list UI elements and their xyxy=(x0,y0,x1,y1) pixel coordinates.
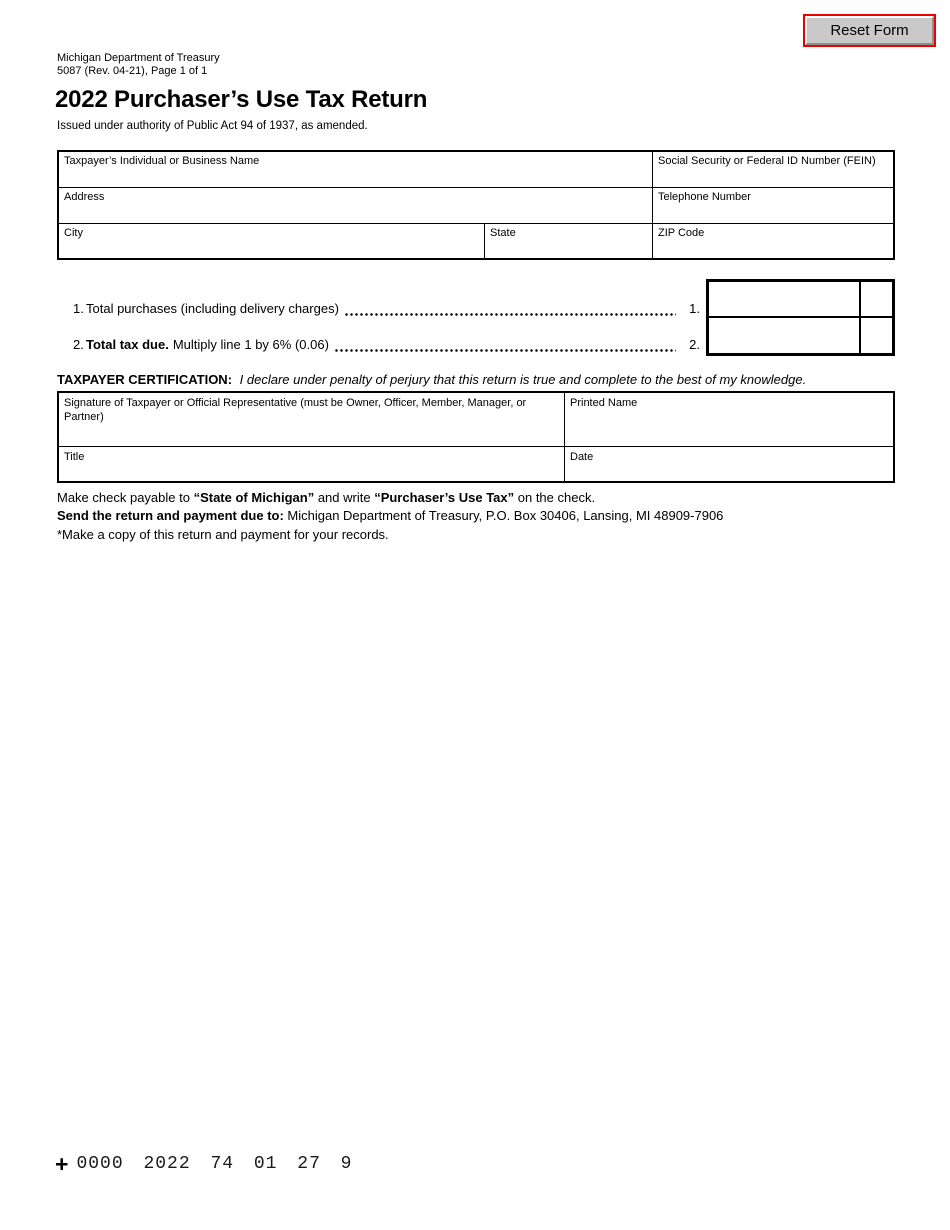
reset-form-button-face xyxy=(805,16,934,45)
taxpayer-name-label: Taxpayer’s Individual or Business Name xyxy=(64,155,260,167)
certification-heading: TAXPAYER CERTIFICATION: xyxy=(57,372,233,387)
check-mid: and write xyxy=(314,490,375,505)
check-memo: “Purchaser’s Use Tax” xyxy=(374,490,515,505)
plus-mark: + xyxy=(55,1151,69,1177)
line1-right-number: 1. xyxy=(689,301,700,316)
send-rest: Michigan Department of Treasury, P.O. Box 30406, Lansing, MI 48909-7906 xyxy=(283,508,724,523)
mailing-instructions xyxy=(57,508,723,523)
form-number: 5087 (Rev. 04-21), Page 1 of 1 xyxy=(57,65,208,77)
zip-field[interactable] xyxy=(652,223,893,258)
scanline-code: 0000 2022 74 01 27 9 xyxy=(76,1154,353,1174)
signature-field[interactable] xyxy=(59,393,564,446)
copy-note: *Make a copy of this return and payment for your records. xyxy=(57,527,389,542)
title-field[interactable] xyxy=(59,446,564,481)
taxpayer-name-field[interactable] xyxy=(59,152,652,187)
date-field[interactable] xyxy=(564,446,893,481)
line2-number: 2. xyxy=(73,337,84,352)
zip-label: ZIP Code xyxy=(658,227,705,239)
authority-line: Issued under authority of Public Act 94 of 1937, as amended. xyxy=(57,120,368,132)
ssn-fein-field[interactable] xyxy=(652,152,893,187)
certification-statement: I declare under penalty of perjury that this return is true and complete to the best of my knowledge. xyxy=(239,372,807,387)
certification-table xyxy=(57,391,895,483)
check-post: on the check. xyxy=(514,490,596,505)
line2-bold-text: Total tax due. xyxy=(86,337,169,352)
line2-right-number: 2. xyxy=(689,337,700,352)
taxpayer-info-table xyxy=(57,150,895,260)
line2-amount-field[interactable] xyxy=(709,318,859,353)
line2-cents-field[interactable] xyxy=(859,318,892,353)
line1-amount-field[interactable] xyxy=(709,282,859,318)
dot-leader xyxy=(334,349,676,352)
send-bold: Send the return and payment due to: xyxy=(57,508,284,523)
line2-text: Multiply line 1 by 6% (0.06) xyxy=(172,337,329,352)
check-pre: Make check payable to xyxy=(57,490,194,505)
city-field[interactable] xyxy=(59,223,484,258)
line2-row xyxy=(73,337,700,354)
line1-cents-field[interactable] xyxy=(859,282,892,318)
line1-row xyxy=(73,301,700,318)
check-instructions xyxy=(57,490,595,505)
ssn-fein-label: Social Security or Federal ID Number (FEIN) xyxy=(658,155,876,167)
signature-label: Signature of Taxpayer or Official Representative (must be Owner, Officer, Member, Manager, or Partner) xyxy=(64,397,527,423)
state-field[interactable] xyxy=(484,223,652,258)
agency-name: Michigan Department of Treasury xyxy=(57,52,220,64)
line1-number: 1. xyxy=(73,301,84,316)
title-label: Title xyxy=(64,451,85,463)
page-title: 2022 Purchaser’s Use Tax Return xyxy=(55,86,428,113)
amount-entry-box xyxy=(706,279,895,356)
printed-name-label: Printed Name xyxy=(570,397,638,409)
city-label: City xyxy=(64,227,83,239)
date-label: Date xyxy=(570,451,594,463)
address-field[interactable] xyxy=(59,187,652,223)
scanline-row xyxy=(55,1151,352,1177)
reset-form-button[interactable] xyxy=(803,14,936,47)
telephone-label: Telephone Number xyxy=(658,191,751,203)
printed-name-field[interactable] xyxy=(564,393,893,446)
state-label: State xyxy=(490,227,516,239)
telephone-field[interactable] xyxy=(652,187,893,223)
dot-leader xyxy=(344,313,676,316)
line1-text: Total purchases (including delivery charges) xyxy=(86,301,339,316)
reset-form-label: Reset Form xyxy=(830,22,909,39)
certification-heading-row xyxy=(57,372,806,387)
check-payee: “State of Michigan” xyxy=(193,490,315,505)
address-label: Address xyxy=(64,191,105,203)
